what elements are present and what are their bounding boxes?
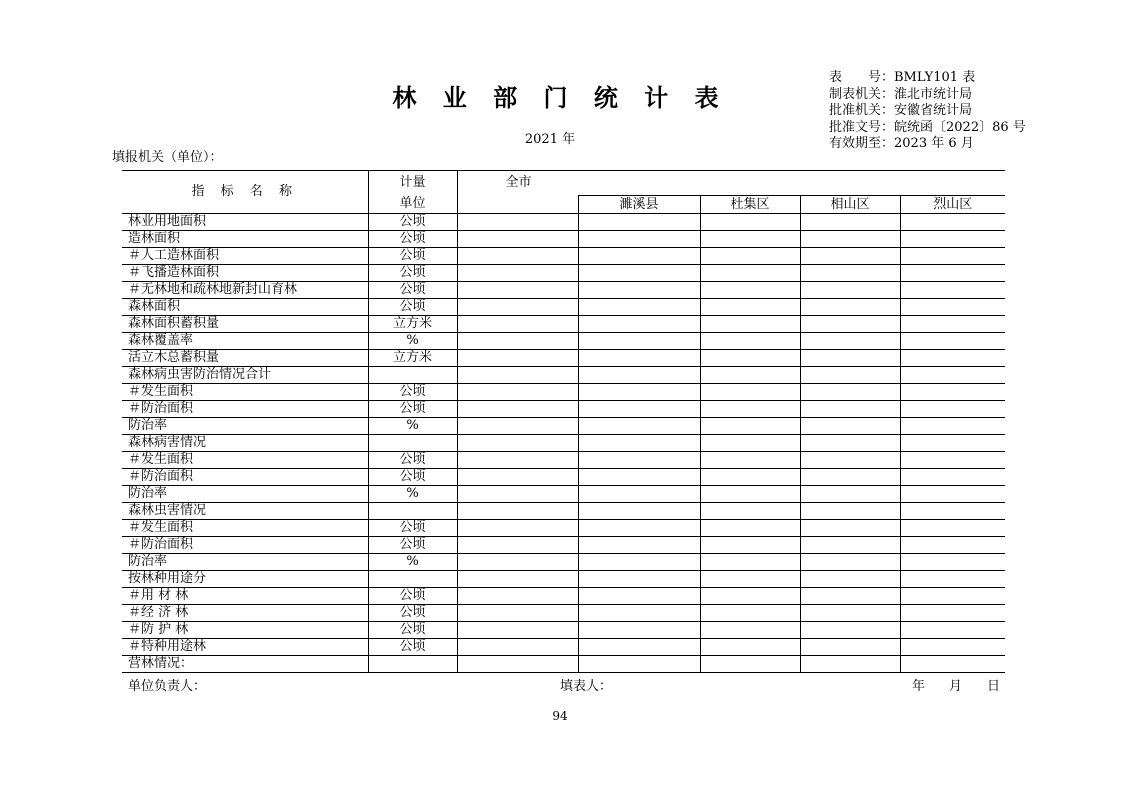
footer-unit-head: 单位负责人： — [128, 679, 207, 694]
report-year: 2021 年 — [524, 132, 576, 147]
value-cell-district[interactable] — [900, 282, 1005, 299]
indicator-name: ＃飞播造林面积 — [122, 265, 368, 282]
form-meta — [829, 70, 1026, 153]
value-cell-district[interactable] — [800, 316, 900, 333]
value-cell-district[interactable] — [900, 333, 1005, 350]
table-row — [122, 503, 1005, 520]
value-cell-district[interactable] — [578, 265, 700, 282]
indicator-unit: 公顷 — [368, 537, 457, 554]
header-district-3: 相山区 — [800, 196, 900, 214]
table-row — [122, 265, 1005, 282]
value-cell-district[interactable] — [800, 333, 900, 350]
value-cell-district[interactable] — [900, 486, 1005, 503]
value-cell-district[interactable] — [800, 265, 900, 282]
value-cell-district[interactable] — [700, 231, 800, 248]
header-unit-top: 计量 — [368, 171, 457, 196]
value-cell-district[interactable] — [900, 622, 1005, 639]
header-unit-bottom: 单位 — [368, 196, 457, 214]
value-cell-district[interactable] — [900, 367, 1005, 384]
indicator-unit: 立方米 — [368, 350, 457, 367]
value-cell-district[interactable] — [700, 452, 800, 469]
indicator-unit: 公顷 — [368, 588, 457, 605]
value-cell-city[interactable] — [457, 214, 578, 231]
indicator-name: 活立木总蓄积量 — [122, 350, 368, 367]
value-cell-city[interactable] — [457, 537, 578, 554]
value-cell-district[interactable] — [700, 656, 800, 673]
page-title: 林 业 部 门 统 计 表 — [392, 83, 728, 112]
indicator-name: 森林病害情况 — [122, 435, 368, 452]
table-row — [122, 520, 1005, 537]
table-row — [122, 435, 1005, 452]
table-row — [122, 248, 1005, 265]
indicator-name: ＃防治面积 — [122, 469, 368, 486]
indicator-name: ＃发生面积 — [122, 520, 368, 537]
indicator-name: 按林种用途分 — [122, 571, 368, 588]
value-cell-district[interactable] — [700, 401, 800, 418]
value-cell-city[interactable] — [457, 333, 578, 350]
indicator-name: ＃发生面积 — [122, 384, 368, 401]
indicator-name: ＃特种用途林 — [122, 639, 368, 656]
value-cell-district[interactable] — [578, 435, 700, 452]
value-cell-district[interactable] — [578, 571, 700, 588]
value-cell-district[interactable] — [800, 452, 900, 469]
value-cell-district[interactable] — [700, 503, 800, 520]
table-row — [122, 316, 1005, 333]
table-row — [122, 299, 1005, 316]
value-cell-district[interactable] — [900, 248, 1005, 265]
value-cell-district[interactable] — [800, 486, 900, 503]
statistics-table — [122, 170, 1005, 673]
header-indicator-name: 指 标 名 称 — [122, 171, 368, 214]
meta-valid-until: 有效期至：2023 年 6 月 — [829, 136, 974, 151]
value-cell-district[interactable] — [578, 656, 700, 673]
value-cell-city[interactable] — [457, 384, 578, 401]
value-cell-district[interactable] — [900, 316, 1005, 333]
table-row — [122, 333, 1005, 350]
value-cell-city[interactable] — [457, 435, 578, 452]
value-cell-district[interactable] — [900, 418, 1005, 435]
indicator-unit: 公顷 — [368, 248, 457, 265]
table-row — [122, 571, 1005, 588]
value-cell-city[interactable] — [457, 265, 578, 282]
footer-day: 日 — [986, 679, 1000, 694]
value-cell-city[interactable] — [457, 401, 578, 418]
table-row — [122, 554, 1005, 571]
value-cell-district[interactable] — [800, 639, 900, 656]
value-cell-district[interactable] — [700, 384, 800, 401]
value-cell-district[interactable] — [900, 265, 1005, 282]
value-cell-city[interactable] — [457, 605, 578, 622]
value-cell-district[interactable] — [800, 299, 900, 316]
table-row — [122, 605, 1005, 622]
indicator-unit: 公顷 — [368, 520, 457, 537]
indicator-unit: 公顷 — [368, 639, 457, 656]
value-cell-district[interactable] — [578, 214, 700, 231]
value-cell-district[interactable] — [900, 554, 1005, 571]
value-cell-city[interactable] — [457, 486, 578, 503]
indicator-unit: 公顷 — [368, 622, 457, 639]
table-row — [122, 384, 1005, 401]
meta-issuer: 制表机关：淮北市统计局 — [829, 86, 973, 102]
indicator-unit: % — [368, 418, 457, 435]
table-row — [122, 452, 1005, 469]
value-cell-district[interactable] — [578, 282, 700, 299]
value-cell-district[interactable] — [700, 469, 800, 486]
value-cell-district[interactable] — [700, 571, 800, 588]
indicator-unit: % — [368, 333, 457, 350]
value-cell-district[interactable] — [800, 248, 900, 265]
header-city-blank — [457, 196, 578, 214]
indicator-unit: 立方米 — [368, 316, 457, 333]
indicator-unit: 公顷 — [368, 452, 457, 469]
value-cell-district[interactable] — [578, 333, 700, 350]
value-cell-district[interactable] — [578, 367, 700, 384]
value-cell-district[interactable] — [800, 214, 900, 231]
value-cell-district[interactable] — [900, 571, 1005, 588]
table-row — [122, 282, 1005, 299]
indicator-unit: 公顷 — [368, 299, 457, 316]
value-cell-city[interactable] — [457, 418, 578, 435]
footer-year: 年 — [912, 679, 926, 694]
value-cell-district[interactable] — [800, 350, 900, 367]
value-cell-city[interactable] — [457, 571, 578, 588]
value-cell-district[interactable] — [900, 588, 1005, 605]
meta-form-number: 表 号：BMLY101 表 — [829, 70, 976, 85]
value-cell-district[interactable] — [900, 214, 1005, 231]
indicator-unit: % — [368, 486, 457, 503]
value-cell-city[interactable] — [457, 639, 578, 656]
value-cell-district[interactable] — [800, 520, 900, 537]
header-district-4: 烈山区 — [900, 196, 1005, 214]
indicator-unit — [368, 571, 457, 588]
header-city: 全市 — [457, 171, 1005, 196]
value-cell-city[interactable] — [457, 554, 578, 571]
value-cell-district[interactable] — [578, 469, 700, 486]
value-cell-district[interactable] — [900, 384, 1005, 401]
indicator-unit: 公顷 — [368, 401, 457, 418]
table-row — [122, 214, 1005, 231]
value-cell-district[interactable] — [700, 486, 800, 503]
table-row — [122, 231, 1005, 248]
indicator-name: 林业用地面积 — [122, 214, 368, 231]
table-row — [122, 367, 1005, 384]
meta-approval-doc: 批准文号：皖统函〔2022〕86 号 — [829, 119, 1026, 135]
table-row — [122, 486, 1005, 503]
value-cell-city[interactable] — [457, 656, 578, 673]
value-cell-district[interactable] — [900, 231, 1005, 248]
header-district-1: 濉溪县 — [578, 196, 700, 214]
value-cell-district[interactable] — [800, 622, 900, 639]
value-cell-district[interactable] — [700, 299, 800, 316]
value-cell-district[interactable] — [800, 537, 900, 554]
value-cell-district[interactable] — [900, 639, 1005, 656]
value-cell-district[interactable] — [578, 503, 700, 520]
value-cell-district[interactable] — [800, 231, 900, 248]
value-cell-district[interactable] — [800, 418, 900, 435]
indicator-unit: 公顷 — [368, 605, 457, 622]
value-cell-city[interactable] — [457, 282, 578, 299]
value-cell-district[interactable] — [578, 248, 700, 265]
value-cell-district[interactable] — [578, 299, 700, 316]
value-cell-district[interactable] — [900, 605, 1005, 622]
indicator-unit — [368, 656, 457, 673]
table-row — [122, 622, 1005, 639]
value-cell-district[interactable] — [700, 333, 800, 350]
value-cell-district[interactable] — [900, 350, 1005, 367]
value-cell-district[interactable] — [578, 520, 700, 537]
indicator-unit — [368, 503, 457, 520]
value-cell-district[interactable] — [578, 231, 700, 248]
value-cell-district[interactable] — [700, 265, 800, 282]
indicator-name: 造林面积 — [122, 231, 368, 248]
value-cell-district[interactable] — [800, 503, 900, 520]
value-cell-district[interactable] — [900, 520, 1005, 537]
table-row — [122, 401, 1005, 418]
indicator-name: ＃防治面积 — [122, 537, 368, 554]
indicator-name: 防治率 — [122, 418, 368, 435]
value-cell-city[interactable] — [457, 350, 578, 367]
value-cell-district[interactable] — [700, 605, 800, 622]
footer-filled-by: 填表人： — [560, 679, 613, 694]
value-cell-city[interactable] — [457, 622, 578, 639]
value-cell-city[interactable] — [457, 231, 578, 248]
table-row — [122, 656, 1005, 673]
value-cell-district[interactable] — [700, 520, 800, 537]
table-row — [122, 350, 1005, 367]
value-cell-district[interactable] — [578, 316, 700, 333]
value-cell-district[interactable] — [900, 656, 1005, 673]
indicator-unit: 公顷 — [368, 282, 457, 299]
value-cell-district[interactable] — [800, 282, 900, 299]
value-cell-district[interactable] — [900, 537, 1005, 554]
value-cell-district[interactable] — [900, 401, 1005, 418]
value-cell-district[interactable] — [700, 418, 800, 435]
value-cell-city[interactable] — [457, 503, 578, 520]
indicator-name: ＃用 材 林 — [122, 588, 368, 605]
value-cell-district[interactable] — [700, 622, 800, 639]
indicator-unit: 公顷 — [368, 384, 457, 401]
indicator-unit: % — [368, 554, 457, 571]
value-cell-district[interactable] — [800, 588, 900, 605]
value-cell-district[interactable] — [800, 605, 900, 622]
value-cell-district[interactable] — [900, 469, 1005, 486]
value-cell-district[interactable] — [578, 384, 700, 401]
value-cell-city[interactable] — [457, 248, 578, 265]
indicator-name: ＃发生面积 — [122, 452, 368, 469]
meta-approver: 批准机关：安徽省统计局 — [829, 103, 973, 118]
value-cell-district[interactable] — [700, 350, 800, 367]
value-cell-district[interactable] — [800, 571, 900, 588]
table-row — [122, 418, 1005, 435]
value-cell-district[interactable] — [800, 401, 900, 418]
value-cell-district[interactable] — [700, 588, 800, 605]
value-cell-district[interactable] — [578, 605, 700, 622]
value-cell-district[interactable] — [700, 248, 800, 265]
indicator-name: ＃防治面积 — [122, 401, 368, 418]
value-cell-district[interactable] — [800, 656, 900, 673]
value-cell-district[interactable] — [700, 435, 800, 452]
indicator-name: 森林面积蓄积量 — [122, 316, 368, 333]
indicator-name: ＃人工造林面积 — [122, 248, 368, 265]
value-cell-district[interactable] — [800, 469, 900, 486]
indicator-name: 森林覆盖率 — [122, 333, 368, 350]
indicator-name: 营林情况： — [122, 656, 368, 673]
value-cell-city[interactable] — [457, 316, 578, 333]
table-row — [122, 639, 1005, 656]
value-cell-district[interactable] — [578, 554, 700, 571]
footer-month: 月 — [948, 679, 962, 694]
indicator-name: 防治率 — [122, 554, 368, 571]
indicator-unit: 公顷 — [368, 469, 457, 486]
table-row — [122, 588, 1005, 605]
indicator-name: ＃防 护 林 — [122, 622, 368, 639]
indicator-name: ＃无林地和疏林地新封山育林 — [122, 282, 368, 299]
indicator-name: 森林病虫害防治情况合计 — [122, 367, 368, 384]
value-cell-district[interactable] — [578, 537, 700, 554]
value-cell-district[interactable] — [578, 622, 700, 639]
value-cell-district[interactable] — [900, 452, 1005, 469]
footer-date — [912, 675, 1000, 694]
indicator-name: 森林虫害情况 — [122, 503, 368, 520]
indicator-unit: 公顷 — [368, 265, 457, 282]
value-cell-district[interactable] — [800, 435, 900, 452]
table-row — [122, 469, 1005, 486]
value-cell-district[interactable] — [578, 588, 700, 605]
indicator-unit: 公顷 — [368, 214, 457, 231]
indicator-name: ＃经 济 林 — [122, 605, 368, 622]
value-cell-district[interactable] — [700, 367, 800, 384]
value-cell-city[interactable] — [457, 469, 578, 486]
value-cell-district[interactable] — [578, 350, 700, 367]
value-cell-city[interactable] — [457, 588, 578, 605]
table-row — [122, 537, 1005, 554]
indicator-unit — [368, 435, 457, 452]
value-cell-district[interactable] — [700, 316, 800, 333]
value-cell-district[interactable] — [800, 554, 900, 571]
indicator-unit: 公顷 — [368, 231, 457, 248]
value-cell-district[interactable] — [700, 214, 800, 231]
value-cell-district[interactable] — [700, 639, 800, 656]
value-cell-city[interactable] — [457, 452, 578, 469]
header-district-2: 杜集区 — [700, 196, 800, 214]
value-cell-city[interactable] — [457, 520, 578, 537]
value-cell-district[interactable] — [578, 452, 700, 469]
indicator-unit — [368, 367, 457, 384]
filler-label: 填报机关（单位）： — [112, 150, 223, 165]
value-cell-district[interactable] — [578, 639, 700, 656]
value-cell-district[interactable] — [578, 418, 700, 435]
value-cell-city[interactable] — [457, 299, 578, 316]
value-cell-district[interactable] — [700, 554, 800, 571]
value-cell-district[interactable] — [800, 367, 900, 384]
value-cell-district[interactable] — [900, 435, 1005, 452]
value-cell-city[interactable] — [457, 367, 578, 384]
value-cell-district[interactable] — [700, 537, 800, 554]
value-cell-district[interactable] — [900, 299, 1005, 316]
page-number: 94 — [552, 709, 568, 723]
indicator-name: 森林面积 — [122, 299, 368, 316]
value-cell-district[interactable] — [700, 282, 800, 299]
value-cell-district[interactable] — [900, 503, 1005, 520]
indicator-name: 防治率 — [122, 486, 368, 503]
value-cell-district[interactable] — [578, 401, 700, 418]
value-cell-district[interactable] — [800, 384, 900, 401]
value-cell-district[interactable] — [578, 486, 700, 503]
